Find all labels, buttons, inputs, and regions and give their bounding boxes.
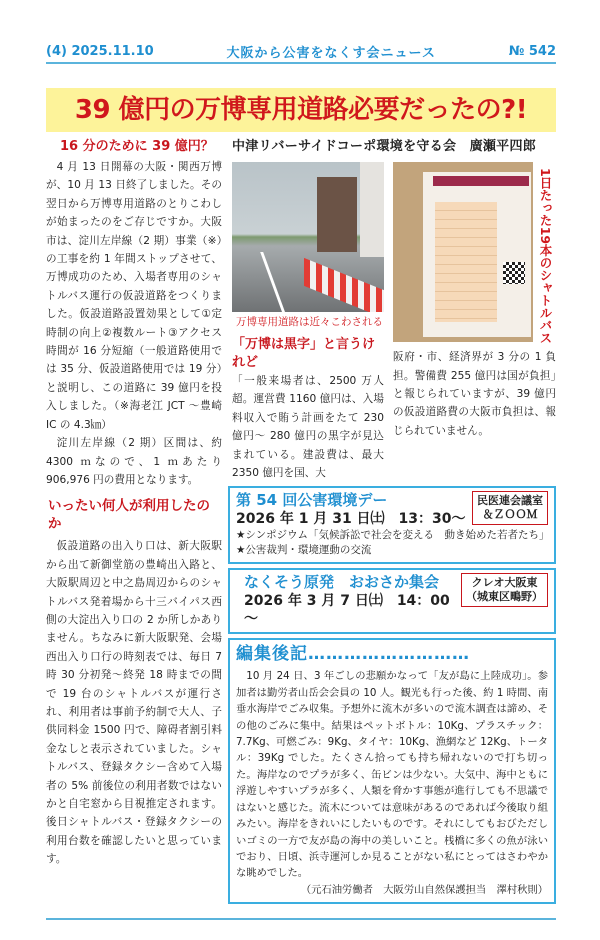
bottom-divider [46,918,556,920]
event-heading [236,573,455,628]
author-byline: 中津リバーサイドコーポ環境を守る会 廣瀬平四郎 [232,139,537,154]
section-heading: 「万博は黒字」と言うけれど [232,337,376,370]
event-venue: クレオ大阪東 （城東区鴫野） [461,573,548,607]
columns [46,138,556,904]
event-box [228,568,556,634]
article-column: 「一般来場者は、2500 万人超。運営費 1160 億円は、入場料収入で賄う計画をたて 230 億円～ 280 億円の黒字が見込まれている。建設費は、最大 2350 億円を国、大 [232,375,384,480]
event-item: ★シンポジウム「気候訴訟で社会を変える 動き始めた若者たち」 [236,529,550,542]
event-venue: 民医連会議室 ＆ＺＯＯＭ [472,491,548,525]
right-column [232,138,556,904]
article-column [46,537,222,868]
photo-column-right [393,162,556,482]
paragraph: 仮設道路の出入り口は、新大阪駅から出て新御堂筋の豊崎出入路と、大阪駅周辺と中之島周辺からのシャトルバス発着場から十三バイパス西側の大淀出入り口の 2 か所しかありません。ちなみに新大阪駅発、会場西出入り口行の時刻表では、毎日 7 時 30 分初発～終発 18 時までの間で 19 台のシャトルバスが運行され、利用者は事前予約制で大人、子供同料金 1500 円で、障碍者割引料金なしと表示されていました。シャトルバス、登録タクシー含めて入場者の 5% 前後位の利用者数ではないかと自宅窓から目視推定されます。後日シャトルバス・登録タクシーの利用台数を確認したいと思っています。 [46,540,222,866]
editorial-signature: （元石油労働者 大阪労山自然保護担当 澤村秋則） [300,883,548,896]
photo-caption-vertical: 1日たった19本のシャトルバス [538,168,553,345]
section-heading: 16 分のために 39 億円？ [60,139,214,154]
paragraph: 4 月 13 日開幕の大阪・関西万博が、10 月 13 日終了しました。その翌日から万博専用道路のとりこわしが始まったのをご存じですか。大阪市は、淀川左岸線（2 期）事業（※）の工事を約 1 年間ストップさせて、万博成功のため、入場者専用のシャトルバス運行の仮設道路をつくりました。仮設道路設置効果として①定時制の向上②複数ルート③アクセス時間が 16 分短縮（一般道路使用では 35 分、仮設道路使用では 19 分）と説明し、この道路に 39 億円を投入しました。（※海老江 JCT ～豊崎 IC の 4.3㎞） [46,161,222,431]
page-header [46,40,556,64]
editorial-title: 編集後記……………………… [236,644,470,665]
event-date: 2026 年 3 月 7 日㈯ 14：00～ [244,593,450,628]
editorial-box [228,638,556,903]
article-column: 阪府・市、経済界が 3 分の 1 負担。警備費 255 億円は国が負担」と報じられていますが、39 億円の仮設道路費の大阪市負担は、報じられていません。 [393,351,556,437]
article-column [46,158,222,489]
editorial-body: 10 月 24 日、3 年ごしの悲願かなって「友が島に上陸成功」。参加者は勤労者山岳会会員の 10 人。観光も行った後、約 1 時間、南垂水海岸でごみ収集。予想外に流木が多いので流木調査は諦め、その他のごみに集中。結果はペットボトル：10Kg、プラスチック：7.7Kg、可燃ごみ：9Kg、タイヤ：10Kg、漁網など 12Kg、トータル：39Kg でした。たくさん拾っても持ち帰れないので打ち切った。海岸なのでプラが多く、缶ビンは少ない。大気中、海中ともに浮遊しやすいプラが多く、人類を脅かす事態が進行しても不思議ではないと感じた。流木については意味があるのであれば今後取り組みたい。海岸をきれいにしたいものです。それにしてもおびただしいゴミの一方で友が島の海中の美しいこと。桟橋に多くの魚が泳いでおり、日頃、浜寺運河しか見ることがない私にとってはさわやかな眺めでした。 [236,670,548,880]
event-box [228,486,556,564]
photo-area [232,162,556,482]
event-header [236,573,548,628]
headline: 39 億円の万博専用道路必要だったの?! [46,88,556,132]
issue-number: № 542 [508,43,556,59]
newsletter-name: 大阪から公害をなくす会ニュース [226,45,436,61]
timetable-photo [393,162,533,342]
paragraph: 淀川左岸線（2 期）区間は、約 4300 ｍなので、1 ｍあたり 906,976 円の費用となります。 [46,437,222,486]
event-title: 第 54 回公害環境デー [236,491,388,510]
event-header [236,491,548,528]
photo-row [393,162,556,344]
left-column [46,138,222,904]
road-photo [232,162,384,312]
page-date: (4) 2025.11.10 [46,43,154,59]
event-item: ★公害裁判・環境運動の交流 [236,544,372,557]
photo-caption: 万博専用道路は近々こわされる [236,316,383,328]
photo-column-left [232,162,384,482]
event-title: なくそう原発 おおさか集会 [244,573,440,592]
section-heading: いったい何人が利用したのか [48,498,210,533]
event-heading [236,491,466,528]
event-date: 2026 年 1 月 31 日㈯ 13：30～ [236,511,466,528]
